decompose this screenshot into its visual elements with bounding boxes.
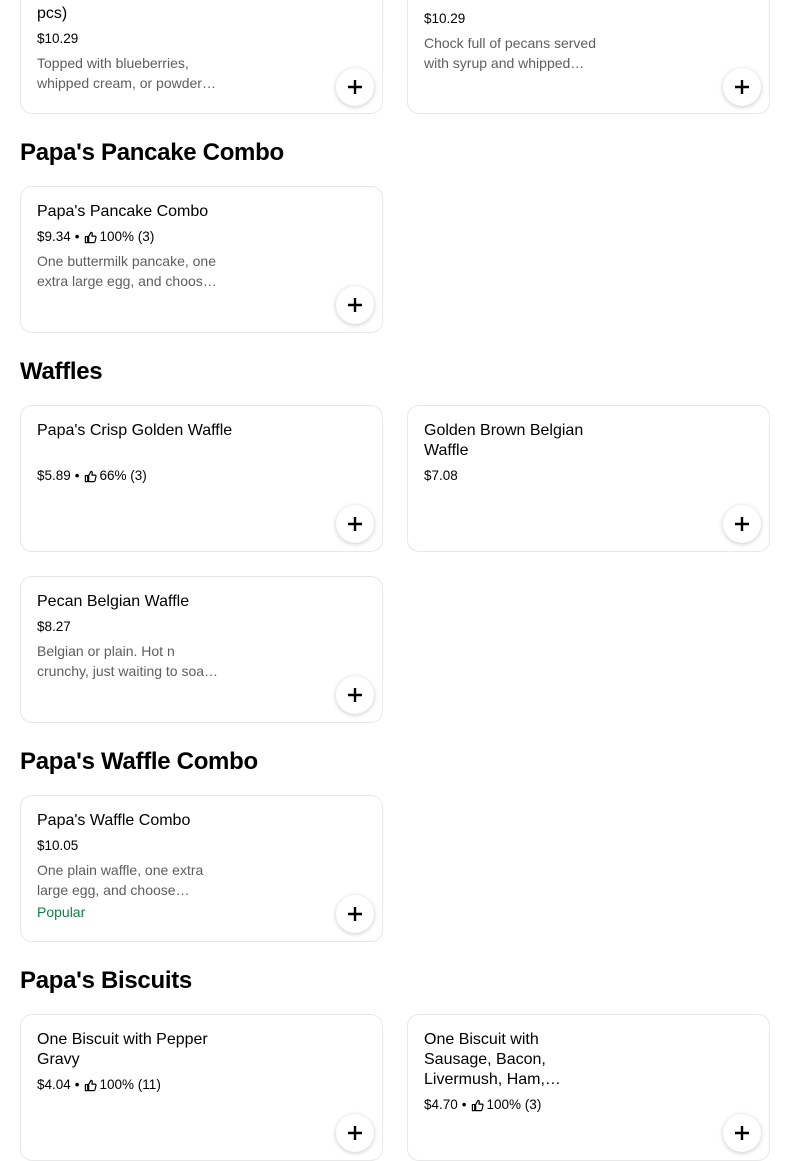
item-description: Topped with blueberries, whipped cream, or powder… — [37, 55, 216, 91]
item-price: $4.04 — [37, 1077, 71, 1092]
item-rating: 100% (3) — [486, 1097, 542, 1112]
item-name: Papa's Pancake Combo — [37, 203, 209, 220]
item-description: Belgian or plain. Hot n crunchy, just waiting to soa… — [37, 643, 219, 679]
thumbs-up-icon — [84, 231, 97, 244]
plus-icon — [348, 907, 362, 921]
add-to-cart-button[interactable] — [336, 68, 374, 106]
meta-separator: • — [74, 468, 80, 483]
plus-icon — [735, 1126, 749, 1140]
section-title: Papa's Biscuits — [20, 967, 192, 994]
meta-separator: • — [461, 1097, 467, 1112]
menu-item-card[interactable] — [20, 1014, 383, 1161]
item-name: Golden Brown Belgian Waffle — [424, 422, 584, 459]
add-to-cart-button[interactable] — [723, 505, 761, 543]
item-meta — [424, 10, 724, 28]
plus-icon — [348, 1126, 362, 1140]
add-to-cart-button[interactable] — [336, 505, 374, 543]
add-to-cart-button[interactable] — [723, 68, 761, 106]
item-meta — [37, 467, 337, 485]
section-title: Papa's Pancake Combo — [20, 139, 284, 166]
add-to-cart-button[interactable] — [336, 895, 374, 933]
add-to-cart-button[interactable] — [723, 1114, 761, 1152]
item-name: pcs) — [37, 5, 68, 22]
item-description: One buttermilk pancake, one extra large egg, and choos… — [37, 253, 217, 289]
menu-item-card[interactable] — [20, 795, 383, 942]
item-price: $4.70 — [424, 1097, 458, 1112]
item-description: One plain waffle, one extra large egg, and choose… — [37, 862, 204, 898]
menu-item-card[interactable] — [407, 0, 770, 114]
section-title: Waffles — [20, 358, 103, 385]
item-meta — [37, 1076, 337, 1094]
menu-item-card[interactable] — [407, 405, 770, 552]
item-name: One Biscuit with Sausage, Bacon, Livermush, Ham,… — [424, 1031, 561, 1088]
plus-icon — [348, 517, 362, 531]
menu-item-card[interactable] — [20, 576, 383, 723]
item-meta — [37, 837, 337, 855]
menu-item-card[interactable] — [20, 0, 383, 114]
item-price: $7.08 — [424, 468, 458, 483]
meta-separator: • — [74, 1077, 80, 1092]
item-price: $8.27 — [37, 619, 71, 634]
plus-icon — [348, 688, 362, 702]
add-to-cart-button[interactable] — [336, 676, 374, 714]
item-meta — [424, 1096, 724, 1114]
thumbs-up-icon — [84, 1079, 97, 1092]
item-price: $10.29 — [37, 31, 79, 46]
menu-item-card[interactable] — [20, 186, 383, 333]
section-title: Papa's Waffle Combo — [20, 748, 258, 775]
item-description: Chock full of pecans served with syrup and whipped… — [424, 35, 596, 71]
plus-icon — [735, 517, 749, 531]
popular-badge: Popular — [37, 904, 86, 920]
menu-item-card[interactable] — [407, 1014, 770, 1161]
add-to-cart-button[interactable] — [336, 1114, 374, 1152]
item-meta — [37, 30, 337, 48]
thumbs-up-icon — [471, 1099, 484, 1112]
menu-item-card[interactable] — [20, 405, 383, 552]
item-name: Pecan Belgian Waffle — [37, 593, 190, 610]
plus-icon — [735, 80, 749, 94]
item-meta — [37, 228, 337, 246]
item-rating: 100% (3) — [99, 229, 155, 244]
thumbs-up-icon — [84, 470, 97, 483]
item-name: One Biscuit with Pepper Gravy — [37, 1031, 208, 1068]
item-name: Papa's Crisp Golden Waffle — [37, 422, 233, 439]
plus-icon — [348, 298, 362, 312]
item-rating: 66% (3) — [99, 468, 147, 483]
item-price: $10.29 — [424, 11, 466, 26]
meta-separator: • — [74, 229, 80, 244]
item-meta — [424, 467, 724, 485]
item-name: Papa's Waffle Combo — [37, 812, 191, 829]
add-to-cart-button[interactable] — [336, 286, 374, 324]
item-rating: 100% (11) — [99, 1077, 161, 1092]
item-meta — [37, 618, 337, 636]
item-price: $5.89 — [37, 468, 71, 483]
plus-icon — [348, 80, 362, 94]
item-price: $9.34 — [37, 229, 71, 244]
item-price: $10.05 — [37, 838, 79, 853]
